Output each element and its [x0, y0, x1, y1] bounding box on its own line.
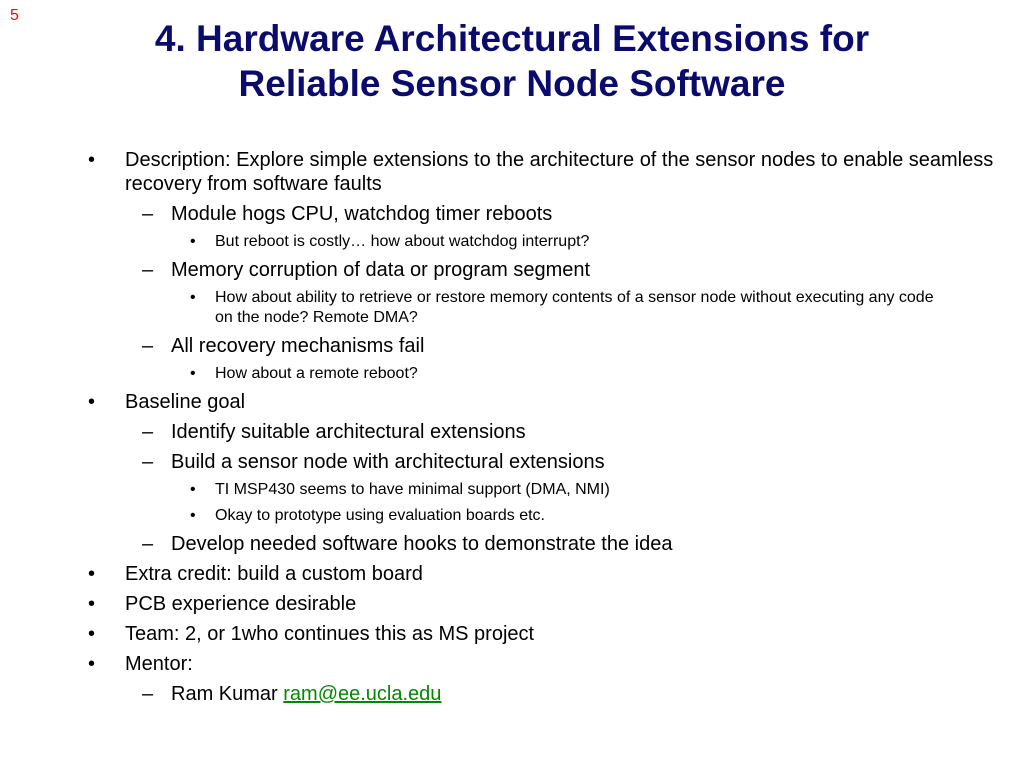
sub-sub-bullet-prototype	[0, 506, 1024, 526]
mentor-name: Ram Kumar	[171, 683, 284, 705]
sub-sub-bullet-remote-reboot	[0, 364, 1024, 384]
slide-title-line-1: 4. Hardware Architectural Extensions for	[154, 18, 870, 59]
bullet-text: Extra credit: build a custom board	[125, 563, 423, 585]
bullet-baseline-goal	[0, 390, 1024, 414]
slide-title-line-2: Reliable Sensor Node Software	[238, 63, 786, 104]
bullet-mentor	[0, 652, 1024, 676]
sub-sub-bullet-text: Okay to prototype using evaluation boards etc.	[215, 507, 545, 524]
sub-bullet-memory-corruption	[0, 258, 1024, 282]
bullet-marker: •	[190, 233, 196, 250]
bullet-marker: •	[88, 593, 96, 615]
sub-bullet-text: Memory corruption of data or program segment	[171, 259, 591, 281]
dash-marker: –	[142, 259, 154, 281]
sub-sub-bullet-text: How about ability to retrieve or restore memory contents of a sensor node without executing any code on the node? Remote DMA?	[215, 289, 934, 326]
dash-marker: –	[142, 203, 154, 225]
sub-bullet-build-node	[0, 450, 1024, 474]
slide-number: 5	[10, 7, 19, 24]
dash-marker: –	[142, 451, 154, 473]
sub-bullet-mentor-name	[0, 682, 1024, 706]
dash-marker: –	[142, 421, 154, 443]
sub-bullet-develop-hooks	[0, 532, 1024, 556]
sub-bullet-recovery-fail	[0, 334, 1024, 358]
sub-bullet-text: All recovery mechanisms fail	[171, 335, 425, 357]
sub-bullet-text: Identify suitable architectural extensions	[171, 421, 526, 443]
bullet-description	[0, 148, 1024, 196]
bullet-text: Baseline goal	[125, 391, 246, 413]
sub-sub-bullet-text: How about a remote reboot?	[215, 365, 418, 382]
mentor-email-link[interactable]: ram@ee.ucla.edu	[283, 683, 442, 705]
slide-title	[0, 16, 1024, 106]
sub-bullet-text: Module hogs CPU, watchdog timer reboots	[171, 203, 553, 225]
sub-sub-bullet-reboot-costly	[0, 232, 1024, 252]
bullet-team	[0, 622, 1024, 646]
bullet-text: Mentor:	[125, 653, 193, 675]
sub-bullet-text: Build a sensor node with architectural extensions	[171, 451, 605, 473]
dash-marker: –	[142, 533, 154, 555]
sub-bullet-identify-extensions	[0, 420, 1024, 444]
sub-sub-bullet-text: TI MSP430 seems to have minimal support (DMA, NMI)	[215, 481, 610, 498]
dash-marker: –	[142, 683, 154, 705]
bullet-marker: •	[190, 481, 196, 498]
bullet-marker: •	[88, 653, 96, 675]
bullet-marker: •	[190, 289, 196, 306]
sub-bullet-text: Develop needed software hooks to demonstrate the idea	[171, 533, 673, 555]
sub-sub-bullet-text: But reboot is costly… how about watchdog interrupt?	[215, 233, 590, 250]
bullet-text: Team: 2, or 1who continues this as MS project	[125, 623, 535, 645]
dash-marker: –	[142, 335, 154, 357]
bullet-marker: •	[190, 365, 196, 382]
sub-bullet-module-hogs	[0, 202, 1024, 226]
bullet-pcb	[0, 592, 1024, 616]
bullet-marker: •	[88, 149, 96, 171]
bullet-list	[0, 148, 1024, 706]
bullet-text: Description: Explore simple extensions to the architecture of the sensor nodes to enable seamless recovery from software faults	[125, 149, 994, 195]
sub-sub-bullet-ti-msp430	[0, 480, 1024, 500]
sub-sub-bullet-retrieve-memory	[0, 288, 1024, 328]
bullet-marker: •	[88, 563, 96, 585]
bullet-extra-credit	[0, 562, 1024, 586]
bullet-marker: •	[190, 507, 196, 524]
bullet-marker: •	[88, 623, 96, 645]
bullet-marker: •	[88, 391, 96, 413]
bullet-text: PCB experience desirable	[125, 593, 357, 615]
